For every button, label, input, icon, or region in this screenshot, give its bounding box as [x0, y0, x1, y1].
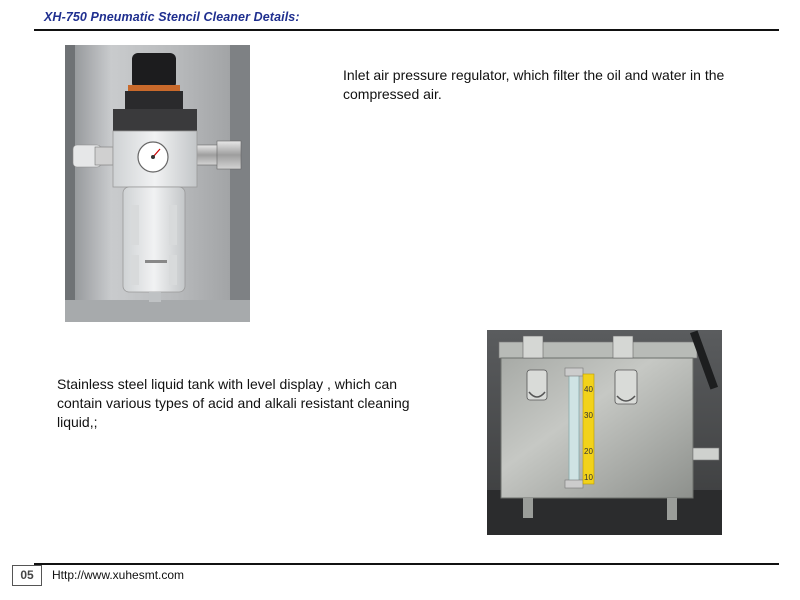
air-regulator-description: Inlet air pressure regulator, which filter the oil and water in the compressed air.	[343, 67, 725, 102]
level-scale-label: 20	[584, 447, 593, 456]
level-scale-label: 30	[584, 411, 593, 420]
footer-url-link[interactable]: Http://www.xuhesmt.com	[52, 568, 185, 582]
footer-divider	[34, 563, 779, 565]
header-divider	[34, 29, 779, 31]
page-title: XH-750 Pneumatic Stencil Cleaner Details:	[44, 10, 300, 24]
liquid-tank-description: Stainless steel liquid tank with level display , which can contain various types of acid and alkali resistant cleaning liquid,;	[57, 376, 410, 430]
level-scale-label: 40	[584, 385, 593, 394]
level-scale-label: 10	[584, 473, 593, 482]
air-regulator-photo	[65, 45, 250, 322]
page-number: 05	[12, 565, 42, 586]
liquid-tank-photo	[487, 330, 722, 535]
